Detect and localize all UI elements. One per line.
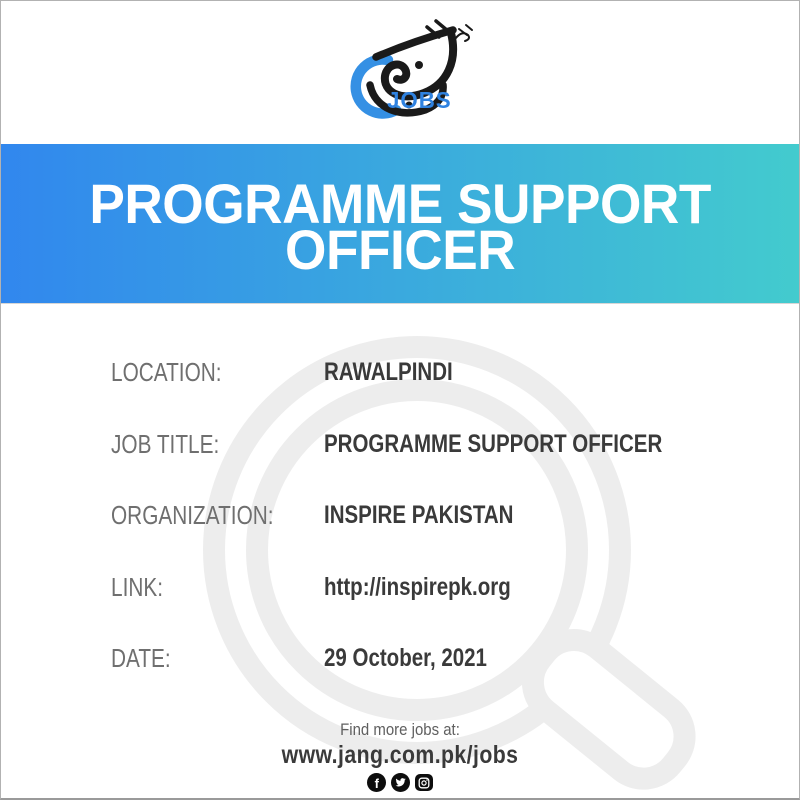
detail-row-organization (1, 480, 799, 552)
detail-row-location (1, 337, 799, 409)
link-label: LINK: (111, 571, 164, 602)
facebook-icon[interactable] (367, 773, 386, 792)
job-title-line2: OFFICER (284, 217, 516, 281)
footer (1, 720, 799, 798)
date-label: DATE: (111, 643, 171, 674)
detail-row-job-title (1, 409, 799, 481)
jobs-wordmark: JOBS (387, 87, 452, 113)
title-banner (1, 144, 799, 304)
job-title-line1: PROGRAMME SUPPORT (89, 171, 711, 235)
footer-tagline: Find more jobs at: (340, 720, 460, 739)
location-label: LOCATION: (111, 357, 222, 388)
link-value[interactable]: http://inspirepk.org (324, 572, 511, 601)
job-details (1, 337, 799, 695)
footer-site-url[interactable]: www.jang.com.pk/jobs (281, 741, 519, 769)
social-icons (1, 773, 799, 792)
detail-row-date (1, 623, 799, 695)
twitter-bird-icon (395, 777, 406, 788)
instagram-camera-icon (418, 777, 430, 789)
date-value: 29 October, 2021 (324, 644, 487, 673)
jang-jobs-logo (339, 17, 483, 129)
facebook-glyph: f (374, 776, 379, 791)
job-title-label: JOB TITLE: (111, 428, 220, 459)
organization-value: INSPIRE PAKISTAN (324, 501, 514, 530)
instagram-icon[interactable] (415, 774, 433, 792)
job-title-value: PROGRAMME SUPPORT OFFICER (324, 429, 663, 458)
twitter-icon[interactable] (391, 773, 410, 792)
detail-row-link (1, 552, 799, 624)
header (1, 1, 799, 144)
location-value: RAWALPINDI (324, 358, 453, 387)
organization-label: ORGANIZATION: (111, 500, 274, 531)
